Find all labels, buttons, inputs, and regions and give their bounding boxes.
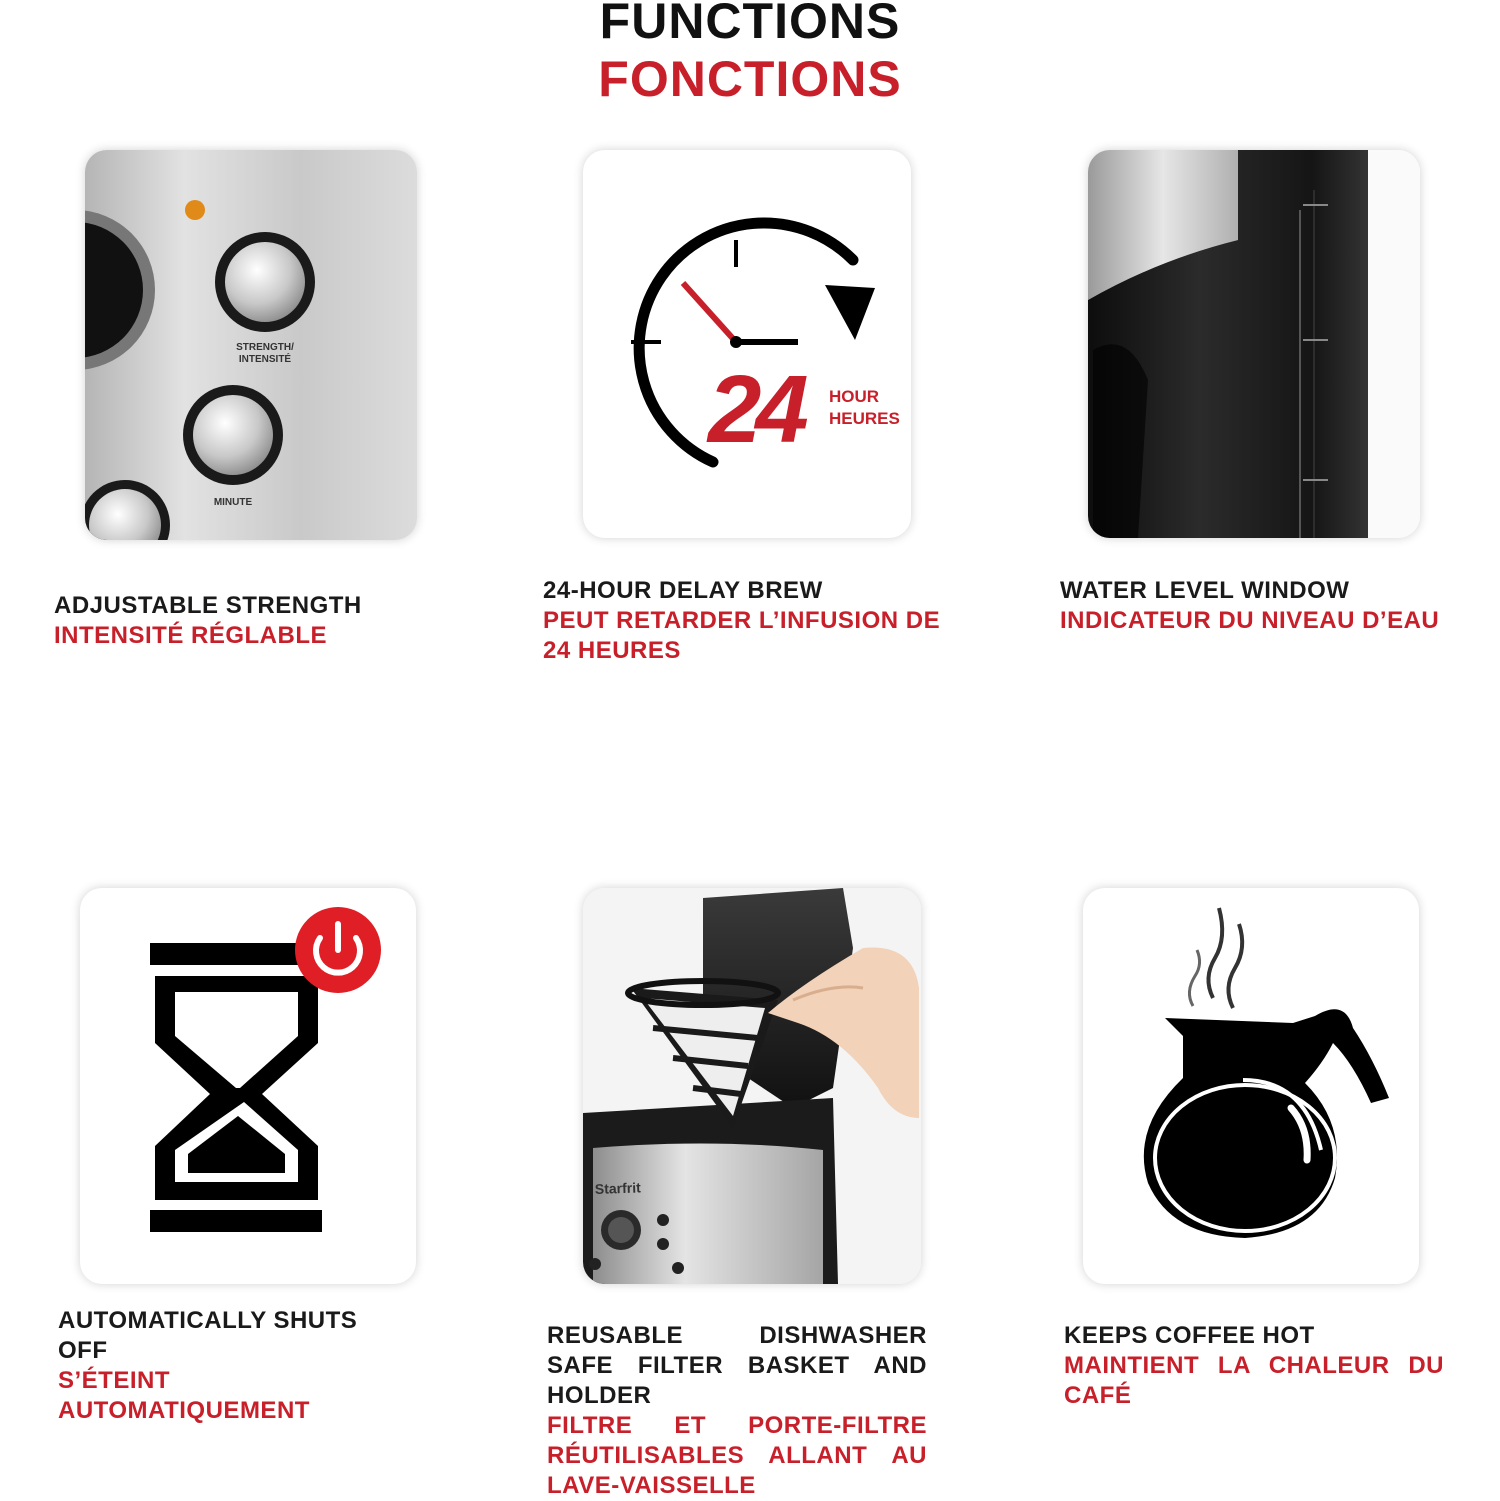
feature-title-fr: INTENSITÉ RÉGLABLE (54, 622, 328, 649)
power-icon (295, 907, 381, 993)
feature-caption-hot (1064, 1321, 1444, 1411)
page-title-french: FONCTIONS (598, 51, 902, 107)
water-level-window-photo (1088, 150, 1420, 538)
big-24-label: 24 (708, 356, 803, 463)
clock-24-hour-icon (583, 150, 911, 538)
feature-caption-strength (54, 591, 454, 651)
feature-title-fr: FILTRE ET PORTE-FILTRE RÉUTILISABLES ALLANT AU LAVE-VAISSELLE (547, 1412, 927, 1499)
feature-title-fr: S’ÉTEINT AUTOMATIQUEMENT (58, 1367, 310, 1424)
feature-title-en: ADJUSTABLE STRENGTH (54, 592, 362, 619)
feature-title-en: KEEPS COFFEE HOT (1064, 1322, 1315, 1349)
hour-label: HOUR (829, 387, 880, 406)
strength-label: STRENGTH/ (236, 342, 294, 353)
coffee-pot-steam-icon (1083, 888, 1419, 1284)
indicator-light-icon (185, 200, 205, 220)
water-level-image (1088, 150, 1420, 538)
hourglass-power-icon (80, 888, 416, 1284)
minute-button-icon (193, 395, 273, 475)
page-title-english: FUNCTIONS (599, 0, 901, 49)
feature-title-fr: INDICATEUR DU NIVEAU D’EAU (1060, 607, 1440, 634)
heures-label: HEURES (829, 409, 900, 428)
feature-title-fr: MAINTIENT LA CHALEUR DU CAFÉ (1064, 1352, 1444, 1409)
auto-shutoff-image (80, 888, 416, 1284)
feature-caption-water (1060, 576, 1460, 636)
feature-title-en: AUTOMATICALLY SHUTS OFF (58, 1307, 358, 1364)
feature-title-en: REUSABLE DISHWASHER SAFE FILTER BASKET AND HOLDER (547, 1322, 927, 1409)
feature-title-en: 24-HOUR DELAY BREW (543, 577, 823, 604)
brand-logo-text: Starfrit (594, 1179, 641, 1197)
keeps-hot-image (1083, 888, 1419, 1284)
feature-title-fr: PEUT RETARDER L’INFUSION DE 24 HEURES (543, 607, 941, 664)
filter-basket-image (583, 888, 921, 1284)
intensite-label: INTENSITÉ (238, 354, 292, 365)
minute-label: MINUTE (213, 497, 253, 508)
delay-brew-image (583, 150, 911, 538)
feature-title-en: WATER LEVEL WINDOW (1060, 577, 1350, 604)
adjustable-strength-image (85, 150, 417, 540)
feature-caption-delay (543, 576, 943, 666)
strength-button-icon (225, 242, 305, 322)
feature-caption-filter (547, 1321, 927, 1501)
feature-caption-shutoff (58, 1306, 398, 1426)
coffee-maker-filter-photo (583, 888, 921, 1284)
control-panel-photo (85, 150, 417, 540)
